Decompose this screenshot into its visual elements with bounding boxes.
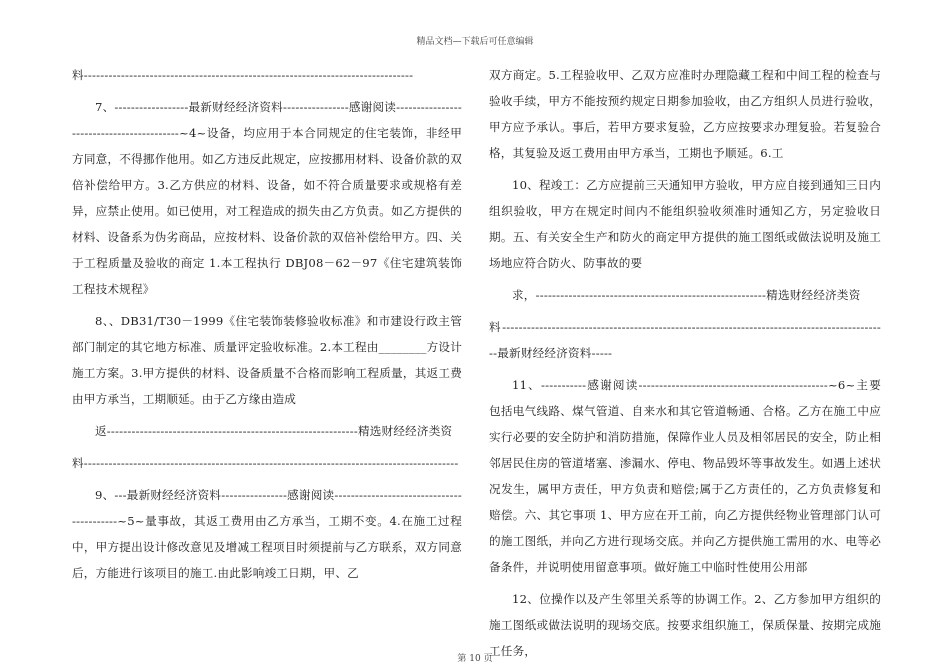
left-column [72, 62, 462, 592]
paragraph: 8、、DB31/T30－1999《住宅装饰装修验收标准》和市建设行政主管部门制定的其它地方标准、质量评定验收标准。2.本工程由________方设计施工方案。3.甲方提供的材料、设备质量不合格而影响工程质量，其返工费由甲方承当，工期顺延。由于乙方缘由造成 [72, 314, 462, 406]
paragraph: 11、-----------感谢阅读----------------------------------------------~6~主要包括电气线路、煤气管道、自来水和其它管道畅通、合格。乙方在施工中应实行必要的安全防护和消防措施，保障作业人员及相邻居民的安全，防止相邻居民住房的管道堵塞、渗漏水、停电、物品毁坏等事故发生。如遇上述状况发生，属甲方责任，甲方负责和赔偿;属于乙方责任的，乙方负责修复和赔偿。六、其它事项 1、甲方应在开工前，向乙方提供经物业管理部门认可的施工图纸，并向乙方进行现场交底。并向乙方提供施工需用的水、电等必备条件，并说明使用留意事项。做好施工中临时性使用公用部 [489, 378, 881, 574]
paragraph: 料------------------------------------------------------------------------------------------- [72, 456, 459, 470]
paragraph: 返-------------------------------------------------------------精选财经经济类资 [95, 424, 453, 438]
paragraph: 10、程竣工：乙方应提前三天通知甲方验收，甲方应自接到通知三日内组织验收，甲方在规定时间内不能组织验收须准时通知乙方，另定验收日期。五、有关安全生产和防火的商定甲方提供的施工图纸或做法说明及施工场地应符合防火、防事故的要 [489, 178, 881, 270]
paragraph: 料-------------------------------------------------------------------------------- [72, 68, 414, 82]
paragraph: 12、位操作以及产生邻里关系等的协调工作。2、乙方参加甲方组织的施工图纸或做法说明的现场交底。按要求组织施工，保质保量、按期完成施工任务， [489, 592, 881, 658]
paragraph: 双方商定。5.工程验收甲、乙双方应准时办理隐藏工程和中间工程的检查与验收手续，甲方不能按预约规定日期参加验收，由乙方组织人员进行验收，甲方应予承认。事后，若甲方要求复验，乙方应按要求办理复验。若复验合格，其复验及返工费用由甲方承当，工期也予顺延。6.工 [489, 68, 881, 160]
paragraph: 求，--------------------------------------------------------精选财经经济类资 [512, 288, 861, 302]
page-header: 精品文档—下载后可任意编辑 [416, 37, 534, 47]
paragraph: 料----------------------------------------------------------------------------------------------最新财经经济资料----- [489, 320, 881, 360]
paragraph: 9、---最新财经经济资料----------------感谢阅读------------------------------------------~5~量事故，其返工费用由乙方承当，工期不变。4.在施工过程中，甲方提出设计修改意见及增减工程项目时须提前与乙方联系，双方同意后，方能进行该项目的施工.由此影响竣工日期，甲、乙 [72, 488, 462, 580]
paragraph: 7、------------------最新财经经济资料----------------感谢阅读------------------------------------------~4~设备，均应用于本合同规定的住宅装饰，非经甲方同意，不得挪作他用。如乙方违反此规定，应按挪用材料、设备价款的双倍补偿给甲方。3.乙方供应的材料、设备，如不符合质量要求或规格有差异，应禁止使用。如已使用，对工程造成的损失由乙方负责。如乙方提供的材料、设备系为伪劣商品，应按材料、设备价款的双倍补偿给甲方。四、关于工程质量及验收的商定 1.本工程执行 DBJ08－62－97《住宅建筑装饰工程技术规程》 [72, 100, 462, 296]
right-column [489, 62, 881, 670]
page-number: 第 10 页 [457, 654, 493, 664]
